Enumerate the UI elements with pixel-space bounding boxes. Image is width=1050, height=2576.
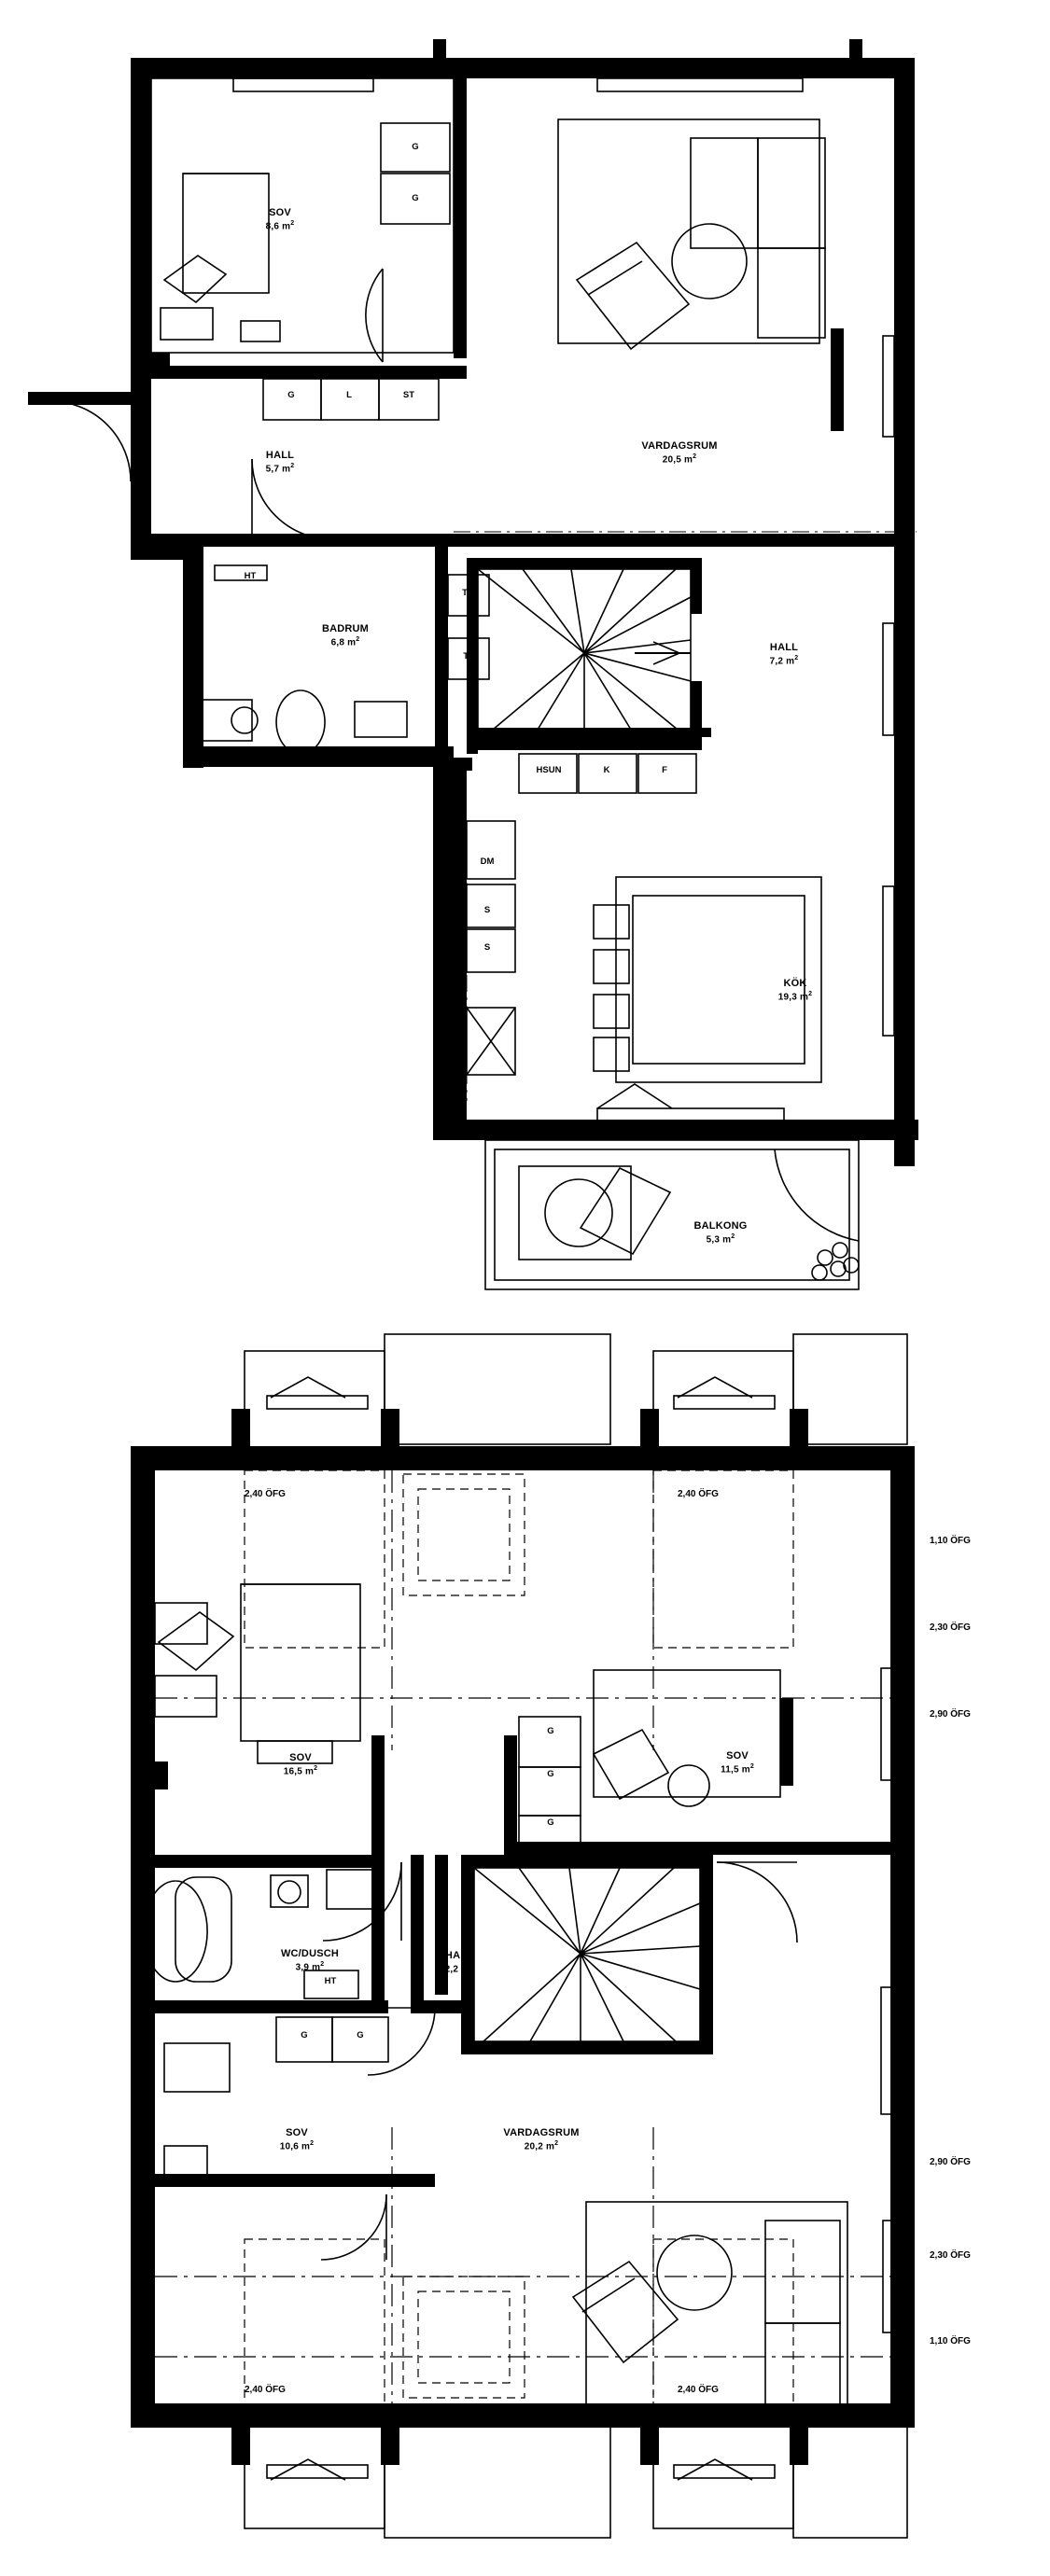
height-note: 2,40 ÖFG xyxy=(245,2385,286,2395)
height-note: 2,40 ÖFG xyxy=(678,1489,719,1499)
fixture-tag-tt: TT xyxy=(463,651,474,661)
fixture-tag-dm: DM xyxy=(480,856,495,867)
room-name: BALKONG xyxy=(693,1220,748,1232)
height-note: 2,40 ÖFG xyxy=(245,1489,286,1499)
fixture-tag-g: G xyxy=(547,1817,554,1828)
room-area: 6,8 $m^2$ xyxy=(330,635,360,648)
height-note: 1,10 ÖFG xyxy=(930,2336,971,2346)
room-name: VARDAGSRUM xyxy=(641,440,718,452)
fixture-tag-l: L xyxy=(346,390,352,400)
room-name: SOV xyxy=(289,1752,312,1763)
fixture-tag-g: G xyxy=(412,193,419,203)
room-label xyxy=(245,1948,375,1974)
room-area: 5,7 $m^2$ xyxy=(265,462,295,475)
room-name: VARDAGSRUM xyxy=(503,2127,580,2138)
room-area: 10,6 $m^2$ xyxy=(279,2139,315,2152)
room-name: SOV xyxy=(286,2127,308,2138)
room-label xyxy=(224,450,336,476)
room-area: 20,5 $m^2$ xyxy=(662,453,697,466)
room-label xyxy=(728,642,840,668)
height-note: 2,90 ÖFG xyxy=(930,1709,971,1720)
room-area: 16,5 $m^2$ xyxy=(283,1764,318,1777)
floor-plan-lower-drawing xyxy=(0,1306,1050,2576)
room-area: 3,9 $m^2$ xyxy=(295,1960,325,1973)
room-area: 2,2 $m^2$ xyxy=(444,1962,474,1975)
room-name: HALL xyxy=(444,1950,474,1961)
room-area: 19,3 $m^2$ xyxy=(777,990,813,1003)
height-note: 1,10 ÖFG xyxy=(930,1536,971,1546)
room-name: KÖK xyxy=(783,978,807,989)
fixture-tag-g: G xyxy=(547,1726,554,1736)
room-name: SOV xyxy=(269,207,291,218)
fixture-tag-ht: HT xyxy=(324,1976,337,1986)
room-area: 7,2 $m^2$ xyxy=(769,654,799,667)
fixture-tag-s: S xyxy=(483,942,491,953)
room-label xyxy=(245,1752,357,1778)
room-area: 20,2 $m^2$ xyxy=(524,2139,559,2152)
room-area: 5,3 $m^2$ xyxy=(706,1232,735,1246)
room-name: HALL xyxy=(265,450,295,461)
room-area: 11,5 $m^2$ xyxy=(721,1762,754,1775)
height-note: 2,30 ÖFG xyxy=(930,2250,971,2261)
height-note: 2,40 ÖFG xyxy=(678,2385,719,2395)
room-label xyxy=(739,978,851,1004)
fixture-tag-g: G xyxy=(412,142,419,152)
floor-plan-lower xyxy=(0,1306,1050,2576)
room-name: HALL xyxy=(769,642,799,653)
fixture-tag-ht: HT xyxy=(244,571,257,581)
room-label xyxy=(289,623,401,649)
fixture-tag-st: ST xyxy=(402,390,415,400)
fixture-tag-s: S xyxy=(483,905,491,915)
fixture-tag-f: F xyxy=(662,765,667,775)
fixture-tag-k: K xyxy=(603,765,610,775)
fixture-tag-g: G xyxy=(301,2030,308,2040)
fixture-tag-hsun: HSUN xyxy=(536,765,562,775)
height-note: 2,90 ÖFG xyxy=(930,2157,971,2167)
room-label xyxy=(681,1750,793,1776)
room-label xyxy=(605,440,754,466)
height-note: 2,30 ÖFG xyxy=(930,1622,971,1633)
fixture-tag-g: G xyxy=(287,390,295,400)
room-name: WC/DUSCH xyxy=(280,1948,340,1959)
room-name: SOV xyxy=(726,1750,749,1761)
fixture-tag-g: G xyxy=(547,1769,554,1779)
room-label xyxy=(224,207,336,233)
room-label xyxy=(665,1220,777,1246)
room-label xyxy=(413,1950,506,1976)
fixture-tag-g: G xyxy=(357,2030,364,2040)
room-area: 8,6 $m^2$ xyxy=(265,219,295,232)
room-name: BADRUM xyxy=(321,623,370,634)
fixture-tag-tm: TM xyxy=(462,588,475,598)
room-label xyxy=(467,2127,616,2153)
room-label xyxy=(241,2127,353,2153)
